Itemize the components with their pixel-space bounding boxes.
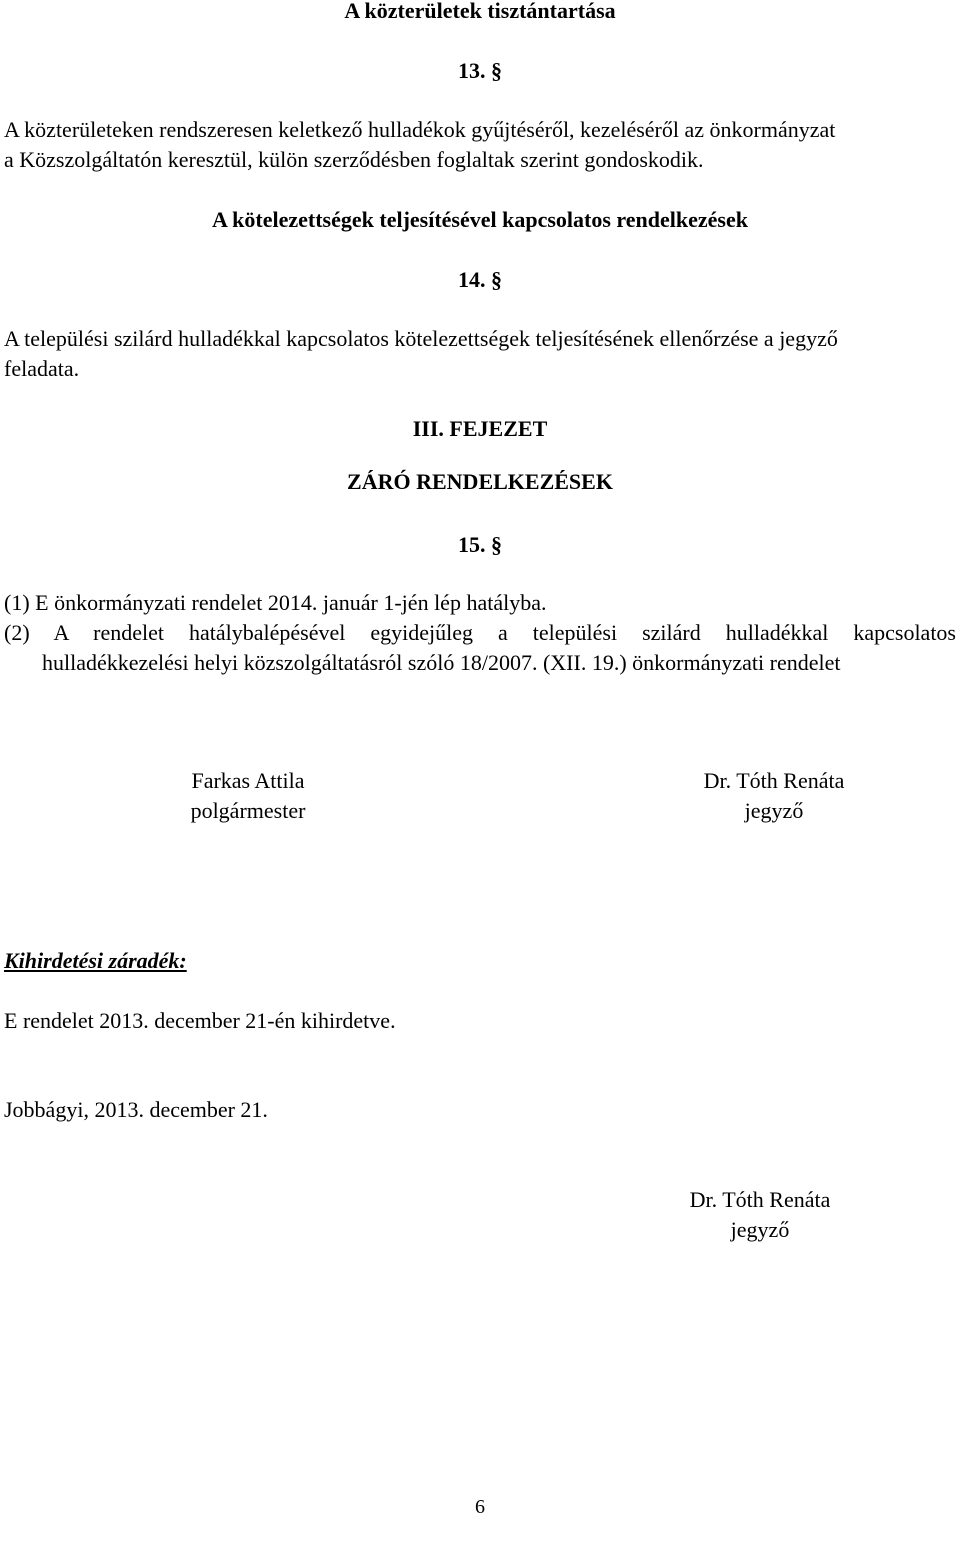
section-15-paragraph-2-line2: hulladékkezelési helyi közszolgáltatásról szóló 18/2007. (XII. 19.) önkormányzati rendelet	[42, 650, 841, 675]
section-13-text-line1: A közterületeken rendszeresen keletkező hulladékok gyűjtéséről, kezeléséről az önkormányzat	[4, 117, 836, 142]
section-13-text-line2: a Közszolgáltatón keresztül, külön szerződésben foglaltak szerint gondoskodik.	[4, 147, 704, 172]
promulgation-signer-name: Dr. Tóth Renáta	[689, 1187, 831, 1212]
section-13-number: 13. §	[458, 58, 502, 83]
signature-notary	[664, 766, 884, 826]
signature-promulgation	[650, 1185, 870, 1245]
heading-obligations: A kötelezettségek teljesítésével kapcsolatos rendelkezések	[211, 207, 748, 232]
chapter-number: III. FEJEZET	[412, 416, 548, 441]
heading-public-areas: A közterületek tisztántartása	[344, 0, 616, 23]
section-15-paragraph-1: (1) E önkormányzati rendelet 2014. január 1-jén lép hatályba.	[4, 590, 547, 615]
promulgation-signer-title: jegyző	[730, 1217, 790, 1242]
section-14-text-line1: A települési szilárd hulladékkal kapcsolatos kötelezettségek teljesítésének ellenőrzése a jegyző	[4, 326, 838, 351]
mayor-title: polgármester	[190, 798, 306, 823]
section-15-paragraph-2-line1: (2) A rendelet hatálybalépésével egyidejűleg a települési szilárd hulladékkal kapcsolatos	[4, 620, 956, 645]
page-number: 6	[475, 1496, 485, 1518]
notary-title: jegyző	[744, 798, 804, 823]
signature-mayor	[148, 766, 348, 826]
section-15-number: 15. §	[458, 532, 502, 557]
notary-name: Dr. Tóth Renáta	[703, 768, 845, 793]
place-and-date: Jobbágyi, 2013. december 21.	[4, 1097, 268, 1122]
section-14-text-line2: feladata.	[4, 356, 80, 381]
section-14-number: 14. §	[458, 267, 502, 292]
chapter-title: ZÁRÓ RENDELKEZÉSEK	[347, 469, 613, 494]
mayor-name: Farkas Attila	[191, 768, 305, 793]
promulgation-heading: Kihirdetési záradék:	[4, 948, 187, 973]
promulgation-text: E rendelet 2013. december 21-én kihirdetve.	[4, 1008, 396, 1033]
